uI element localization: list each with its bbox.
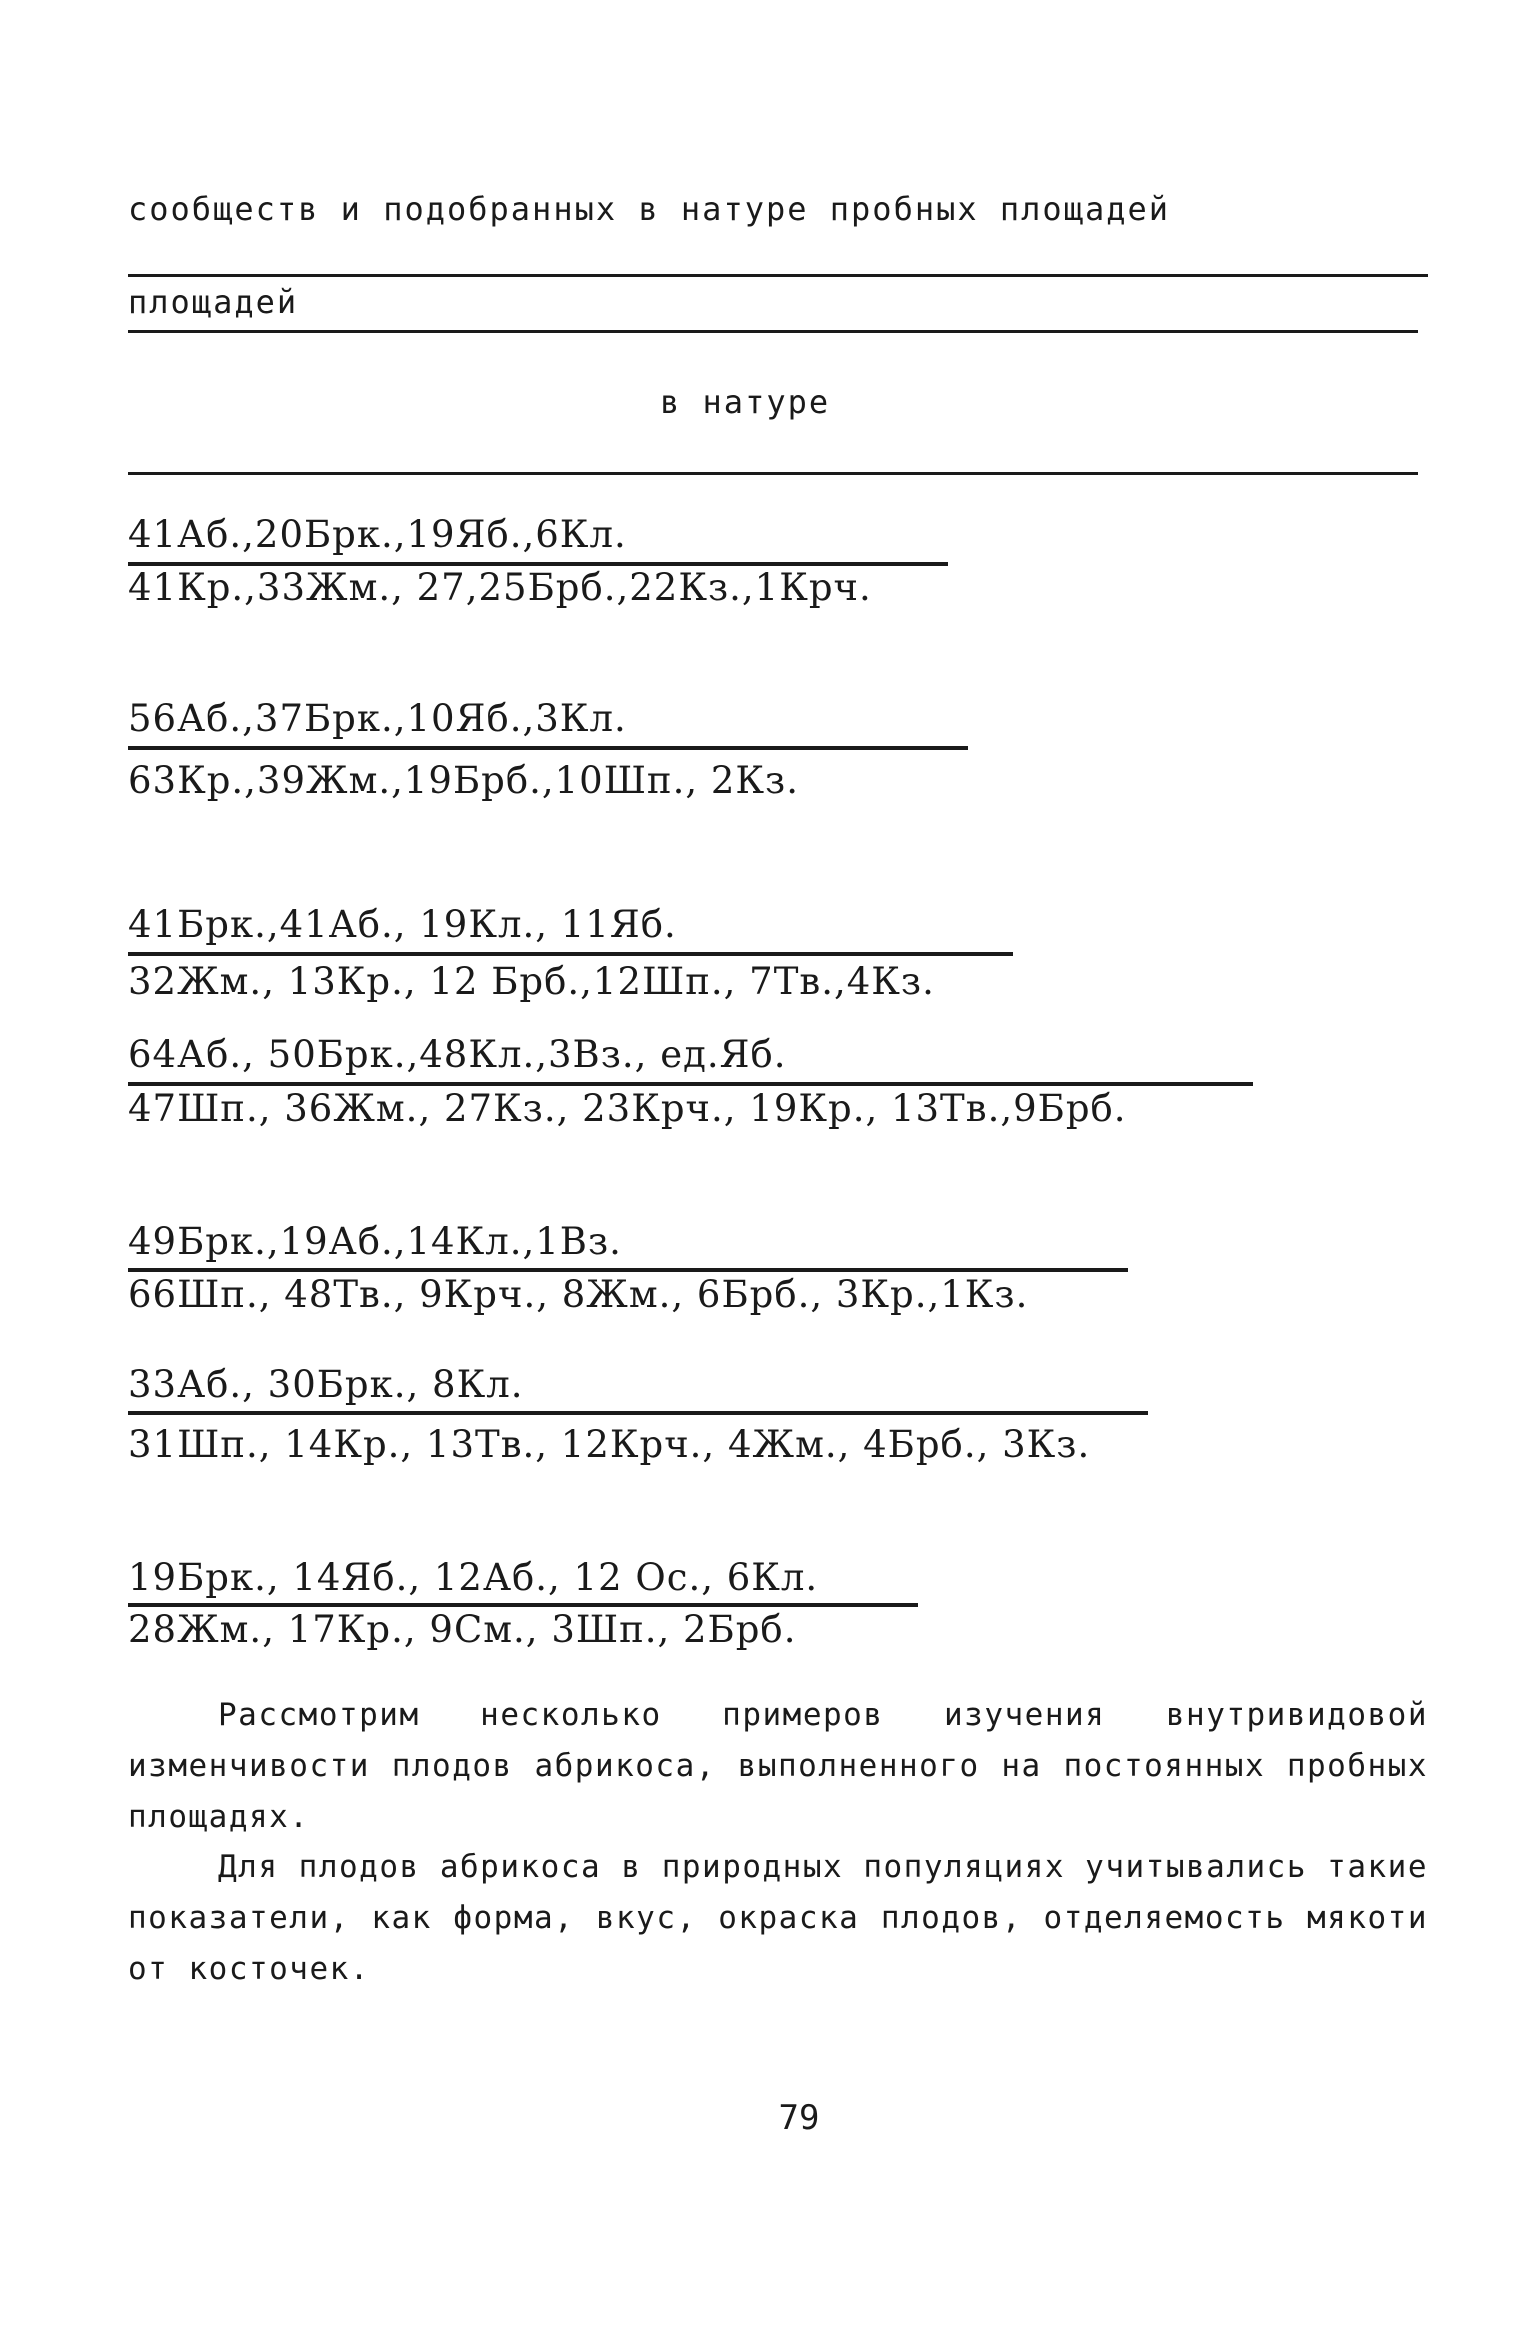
- row-5-fraction-line: [128, 1268, 1128, 1272]
- table-caption: сообществ и подобранных в натуре пробных площадей: [128, 190, 1171, 228]
- row-7-top: 19Брк., 14Яб., 12Аб., 12 Ос., 6Кл.: [128, 1556, 819, 1599]
- row-3-bottom: 32Жм., 13Кр., 12 Брб.,12Шп., 7Тв.,4Кз.: [128, 960, 935, 1003]
- row-3-fraction-line: [128, 952, 1013, 956]
- column-label-plots: площадей: [128, 283, 299, 321]
- row-7-bottom: 28Жм., 17Кр., 9См., 3Шп., 2Брб.: [128, 1608, 797, 1651]
- row-1-bottom: 41Кр.,33Жм., 27,25Брб.,22Кз.,1Крч.: [128, 566, 872, 609]
- row-6-top: 33Аб., 30Брк., 8Кл.: [128, 1363, 524, 1406]
- row-7-fraction-line: [128, 1603, 918, 1607]
- paragraph-1: [128, 1690, 1428, 1843]
- header-rule-middle: [128, 330, 1418, 333]
- row-6-bottom: 31Шп., 14Кр., 13Тв., 12Крч., 4Жм., 4Брб., 3Кз.: [128, 1423, 1091, 1466]
- row-6-fraction-line: [128, 1411, 1148, 1415]
- header-rule-bottom: [128, 472, 1418, 475]
- row-2-bottom: 63Кр.,39Жм.,19Брб.,10Шп., 2Кз.: [128, 759, 799, 802]
- paragraph-1-text: Рассмотрим несколько примеров изучения внутривидовой изменчивости плодов абрикоса, выполненного на постоянных пробных площадях.: [128, 1697, 1428, 1835]
- row-2-top: 56Аб.,37Брк.,10Яб.,3Кл.: [128, 697, 627, 740]
- row-5-top: 49Брк.,19Аб.,14Кл.,1Вз.: [128, 1220, 622, 1263]
- row-5-bottom: 66Шп., 48Тв., 9Крч., 8Жм., 6Брб., 3Кр.,1Кз.: [128, 1273, 1029, 1316]
- header-rule-top: [128, 274, 1428, 277]
- page-number: 79: [778, 2098, 820, 2138]
- paragraph-2-text: Для плодов абрикоса в природных популяциях учитывались такие показатели, как форма, вкус, окраска плодов, отделяемость мякоти от косточек.: [128, 1849, 1428, 1987]
- row-3-top: 41Брк.,41Аб., 19Кл., 11Яб.: [128, 903, 677, 946]
- row-4-fraction-line: [128, 1082, 1253, 1086]
- row-1-top: 41Аб.,20Брк.,19Яб.,6Кл.: [128, 513, 627, 556]
- row-4-top: 64Аб., 50Брк.,48Кл.,3Вз., ед.Яб.: [128, 1033, 787, 1076]
- paragraph-2: [128, 1842, 1428, 1995]
- row-2-fraction-line: [128, 746, 968, 750]
- column-label-nature: в натуре: [660, 383, 831, 421]
- row-4-bottom: 47Шп., 36Жм., 27Кз., 23Крч., 19Кр., 13Тв.,9Брб.: [128, 1087, 1127, 1130]
